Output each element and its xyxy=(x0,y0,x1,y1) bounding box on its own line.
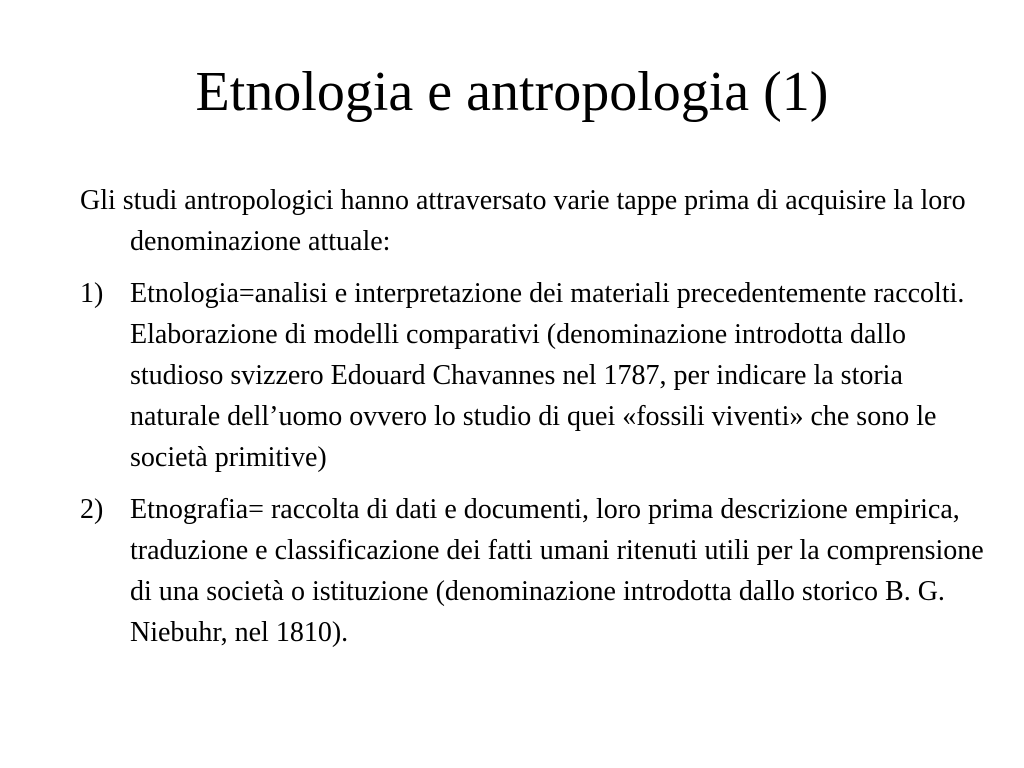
point-number: 1) xyxy=(80,278,104,309)
slide-title: Etnologia e antropologia (1) xyxy=(195,61,829,123)
point-text: Etnologia=analisi e interpretazione dei materiali precedentemente raccolti. Elaborazione di modelli comparativi (denominazione introdotta dallo studioso svizzero Edouard Chavannes nel 1787, per indicare la storia naturale dell’uomo ovvero lo studio di quei «fossili viventi» che sono le società primitive) xyxy=(130,278,965,473)
numbered-point-1 xyxy=(80,273,1000,478)
point-text: Etnografia= raccolta di dati e documenti, loro prima descrizione empirica, traduzione e classificazione dei fatti umani ritenuti utili per la comprensione di una società o istituzione (denominazione introdotta dallo storico B. G. Niebuhr, nel 1810). xyxy=(130,494,984,648)
numbered-point-2 xyxy=(80,489,1000,653)
point-number: 2) xyxy=(80,494,104,525)
intro-paragraph: Gli studi antropologici hanno attraversato varie tappe prima di acquisire la loro denominazione attuale: xyxy=(80,185,966,257)
slide-body xyxy=(80,180,1000,653)
